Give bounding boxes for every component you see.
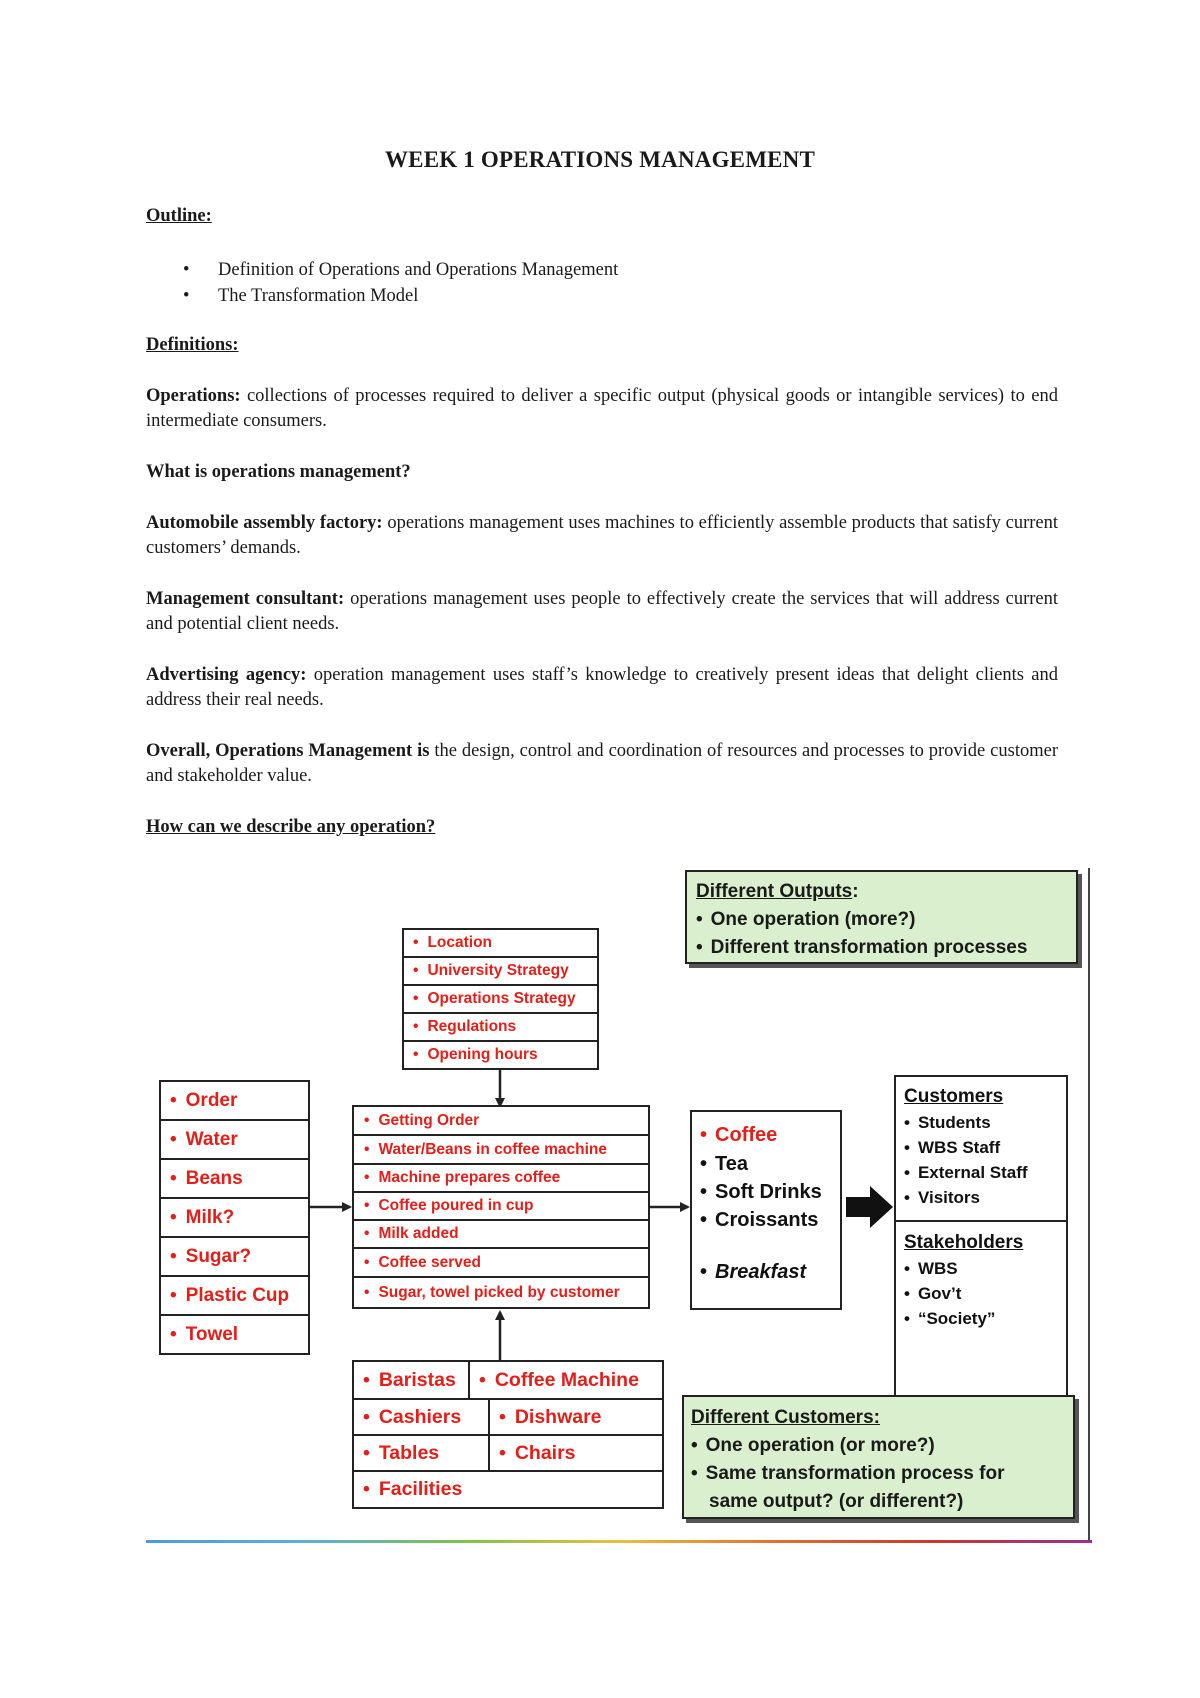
- customer-item: • WBS Staff: [904, 1138, 1001, 1157]
- resource-item: • Chairs: [488, 1434, 664, 1472]
- environment-item: • University Strategy: [402, 956, 599, 986]
- input-item: • Plastic Cup: [159, 1275, 310, 1316]
- process-step: • Sugar, towel picked by customer: [352, 1276, 650, 1309]
- operations-definition: Operations: collections of processes required to deliver a specific output (physical goods or intangible services) to end intermediate consumers.: [146, 386, 1058, 431]
- section-divider: [896, 1220, 1066, 1222]
- different-customers-continuation: same output? (or different?): [709, 1491, 964, 1512]
- different-customers-box: Different Customers: • One operation (or more?) • Same transformation process for same output? (or different?): [682, 1395, 1075, 1519]
- customers-section: [904, 1083, 1028, 1210]
- describe-heading: How can we describe any operation?: [146, 817, 436, 837]
- environment-item: • Operations Strategy: [402, 984, 599, 1014]
- input-item: • Order: [159, 1080, 310, 1121]
- environment-item: • Opening hours: [402, 1040, 599, 1070]
- input-item: • Towel: [159, 1314, 310, 1355]
- process-step: • Machine prepares coffee: [352, 1163, 650, 1193]
- resource-item: • Tables: [352, 1434, 490, 1472]
- page-title: WEEK 1 OPERATIONS MANAGEMENT: [384, 147, 816, 172]
- input-item: • Sugar?: [159, 1236, 310, 1277]
- process-step: • Coffee served: [352, 1247, 650, 1278]
- example-paragraph: Automobile assembly factory: operations management uses machines to efficiently assemble products that satisfy current customers’ demands.: [146, 513, 1058, 558]
- different-customers-item: • One operation (or more?): [691, 1435, 935, 1456]
- definitions-heading: Definitions:: [146, 335, 239, 355]
- output-item: • Croissants: [700, 1209, 819, 1231]
- output-item: • Tea: [700, 1153, 748, 1175]
- process-step: • Milk added: [352, 1219, 650, 1249]
- outputs-box: [690, 1110, 842, 1310]
- input-item: • Beans: [159, 1158, 310, 1199]
- different-customers-item: • Same transformation process for: [691, 1463, 1005, 1484]
- different-outputs-item: • One operation (more?): [696, 909, 916, 930]
- different-outputs-item: • Different transformation processes: [696, 937, 1028, 958]
- arrow-outputs-to-customers: [846, 1186, 893, 1228]
- resource-item: • Coffee Machine: [468, 1360, 664, 1400]
- customers-stakeholders-box: [894, 1075, 1068, 1413]
- resource-item: • Facilities: [352, 1470, 664, 1509]
- stakeholders-section: [904, 1229, 1023, 1331]
- output-item: • Breakfast: [700, 1261, 807, 1283]
- gradient-rule: [146, 1540, 1092, 1543]
- example-paragraph: Advertising agency: operation management uses staff’s knowledge to creatively present ideas that delight clients and address their real needs.: [146, 665, 1059, 710]
- different-outputs-box: Different Outputs: • One operation (more?) • Different transformation processes: [685, 870, 1078, 964]
- customer-item: • Students: [904, 1113, 991, 1132]
- input-item: • Milk?: [159, 1197, 310, 1238]
- overall-definition: Overall, Operations Management is the design, control and coordination of resources and processes to provide customer and stakeholder value.: [146, 741, 1058, 786]
- stakeholder-item: • WBS: [904, 1259, 958, 1278]
- what-is-heading: What is operations management?: [146, 462, 411, 482]
- process-step: • Getting Order: [352, 1105, 650, 1136]
- resource-item: • Baristas: [352, 1360, 470, 1400]
- customers-heading: Customers: [904, 1086, 1004, 1107]
- outline-heading: Outline:: [146, 206, 212, 226]
- input-item: • Water: [159, 1119, 310, 1160]
- outline-item: • Definition of Operations and Operations Management: [180, 257, 618, 283]
- stakeholders-heading: Stakeholders: [904, 1232, 1024, 1253]
- environment-item: • Location: [402, 928, 599, 958]
- stakeholder-item: • Gov’t: [904, 1284, 962, 1303]
- outline-item: • The Transformation Model: [180, 283, 618, 309]
- output-item: • Coffee: [700, 1124, 778, 1146]
- resource-item: • Cashiers: [352, 1398, 490, 1436]
- process-step: • Water/Beans in coffee machine: [352, 1134, 650, 1165]
- stakeholder-item: • “Society”: [904, 1309, 996, 1328]
- customer-item: • Visitors: [904, 1188, 981, 1207]
- resource-item: • Dishware: [488, 1398, 664, 1436]
- example-paragraph: Management consultant: operations management uses people to effectively create the services that will address current and potential client needs.: [146, 589, 1058, 634]
- customer-item: • External Staff: [904, 1163, 1028, 1182]
- process-step: • Coffee poured in cup: [352, 1191, 650, 1221]
- environment-item: • Regulations: [402, 1012, 599, 1042]
- output-item: • Soft Drinks: [700, 1181, 822, 1203]
